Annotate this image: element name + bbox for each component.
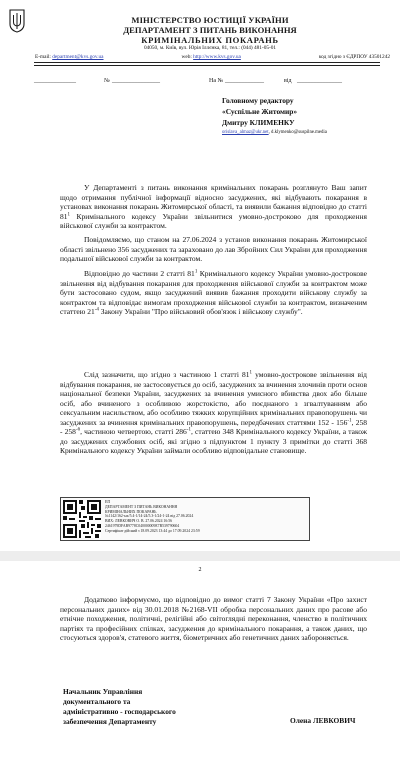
addressee-emails: orislava_almaz@ukr.net, d.klymenko@suspilne.media: [222, 130, 327, 135]
stamp-line: Сертифікат дійсний з 18.09.2023 13:44 до 17.09.2024 23:59: [105, 528, 200, 533]
document-page-2: [0, 561, 400, 772]
stamp-line: 2461979DFAB9778C040000009E7B539790604: [105, 523, 180, 528]
outgoing-number-blank: ________________: [112, 78, 160, 84]
web-label: web:: [181, 54, 192, 60]
stamp-details: [105, 500, 200, 534]
page-number: 2: [198, 567, 202, 573]
email-label: E-mail:: [35, 54, 51, 60]
department-title-line2: КРИМІНАЛЬНИХ ПОКАРАНЬ: [141, 35, 279, 45]
reference-number-label: На №: [209, 78, 224, 84]
edrpou-code: код згідно з ЄДРПОУ 43501242: [318, 54, 390, 60]
stamp-line: №1142/162-ых/5.4-1/14-24/5.3-1/24-1-24 від 27.06.2024: [105, 514, 194, 519]
department-address: 04050, м. Київ, вул. Юрія Іллєнка, 81, тел.: (044) 481-05-01: [143, 45, 277, 51]
stamp-line: КРИМІНАЛЬНИХ ПОКАРАНЬ: [105, 509, 157, 514]
stamp-line: ДЕПАРТАМЕНТ З ПИТАНЬ ВИКОНАННЯ: [105, 504, 178, 509]
signer-name: Олена ЛЕВКОВИЧ: [290, 716, 356, 725]
reference-number-blank: _____________: [225, 78, 264, 84]
coat-of-arms-icon: [9, 9, 25, 33]
signer-position-line: забезпечення Департаменту: [63, 717, 157, 726]
contacts-line: [35, 54, 390, 60]
ministry-title: МІНІСТЕРСТВО ЮСТИЦІЇ УКРАЇНИ: [131, 15, 289, 25]
signer-position-line: Начальник Управління: [63, 687, 143, 696]
web-contact: [182, 54, 241, 60]
addressee-email-2: d.klymenko@suspilne.media: [271, 130, 327, 135]
signer-position: [63, 687, 176, 727]
addressee-email-1-link[interactable]: orislava_almaz@ukr.net: [222, 130, 269, 135]
department-title: ДЕПАРТАМЕНТ З ПИТАНЬ ВИКОНАННЯ: [123, 25, 297, 35]
addressee-organization: «Суспільне Житомир»: [222, 107, 298, 116]
paragraph-personal-data: Додатково інформуємо, що відповідно до вимог статті 7 Закону України «Про захист персональних даних» від 30.01.2018 №2168-VII обробка персональних даних про расове або етнічне походження, політичні, релігійні або світоглядні переконання, членство в політичних партіях та професійних спілках, засудження до кримінального покарання, а також даних, що стосуються здоров'я, статевого життя, біометричних або генетичних даних забороняється.: [60, 595, 367, 642]
reference-from-label: від: [284, 78, 292, 84]
stamp-line: ЕП: [105, 500, 111, 504]
outgoing-number-sign: №: [104, 78, 110, 84]
paragraph-statistics: Повідомляємо, що станом на 27.06.2024 з установ виконання покарань Житомирської області звільнено 356 засуджених та зараховано до лав Збройних Сил України для проходження подальшої військової служби за контрактом.: [60, 235, 367, 263]
reference-date-blank: _______________: [297, 78, 342, 84]
paragraph-legal-basis: Відповідно до частини 2 статті $81^1$ Кримінального кодексу України умовно-дострокове звільнення від відбування покарання для проходження військової служби за контрактом може бути застосовано судом, якщо засуджений виявив бажання проходити військову службу за контрактом та відповідає вимогам проходження військової служби за контрактом, визначеним статтею $21^{-4}$ Закону України "Про військовий обов'язок і військову службу".: [60, 269, 367, 316]
department-email-link[interactable]: department@kvs.gov.ua: [52, 54, 104, 60]
signer-position-line: адміністративно - господарського: [63, 707, 176, 716]
addressee-name: Дмитру КЛИМЕНКУ: [222, 118, 295, 127]
addressee-position: Головному редактору: [222, 96, 294, 105]
header-divider-thin: [34, 65, 380, 66]
outgoing-date-blank: ______________: [34, 78, 76, 84]
qr-code-icon: [63, 500, 101, 538]
paragraph-request: У Департаменті з питань виконання кримінальних покарань розглянуто Ваш запит щодо отримання публічної інформації відносно засуджених, які відбувають покарання в установах виконання покарань Житомирської області, та виявили бажання відповідно до статті $81^1$ Кримінального кодексу України звільнитися умовно-достроково для проходження військової служби за контрактом.: [60, 183, 367, 230]
paragraph-exceptions: Слід зазначити, що згідно з частиною 1 статті $81^1$ умовно-дострокове звільнення від відбування покарання, не застосовується до осіб, засуджених за вчинення злочинів проти основ національної безпеки України, засуджених за вчинення умисного вбивства двох або більше осіб, або вчиненого з особливою жорстокістю, або поєднаного з згвалтуванням або сексуальним насильством, або особливо тяжких корупційних кримінальних правопорушень чи засуджених за вчинення кримінальних правопорушень, передбачених статтями $152 - 156^{-1}$, $258 - 258^{-6}$, частиною четвертою, статті $286^{-1}$, статтею 348 Кримінального кодексу України, а також до засуджених службових осіб, які згідно з підпунктом 1 пункту 3 примітки до статті 368 Кримінального кодексу України займали особливо відповідальне становище.: [60, 370, 368, 455]
header-divider: [34, 62, 380, 63]
stamp-line: ВИХ: ЛЕВКОВИЧ О. В. 27.06.2024 16:56: [105, 519, 173, 524]
electronic-signature-stamp: [60, 497, 310, 541]
department-web-link[interactable]: http://www.kvs.gov.ua: [193, 54, 241, 60]
email-contact: [35, 54, 104, 60]
signer-position-line: документального та: [63, 697, 131, 706]
